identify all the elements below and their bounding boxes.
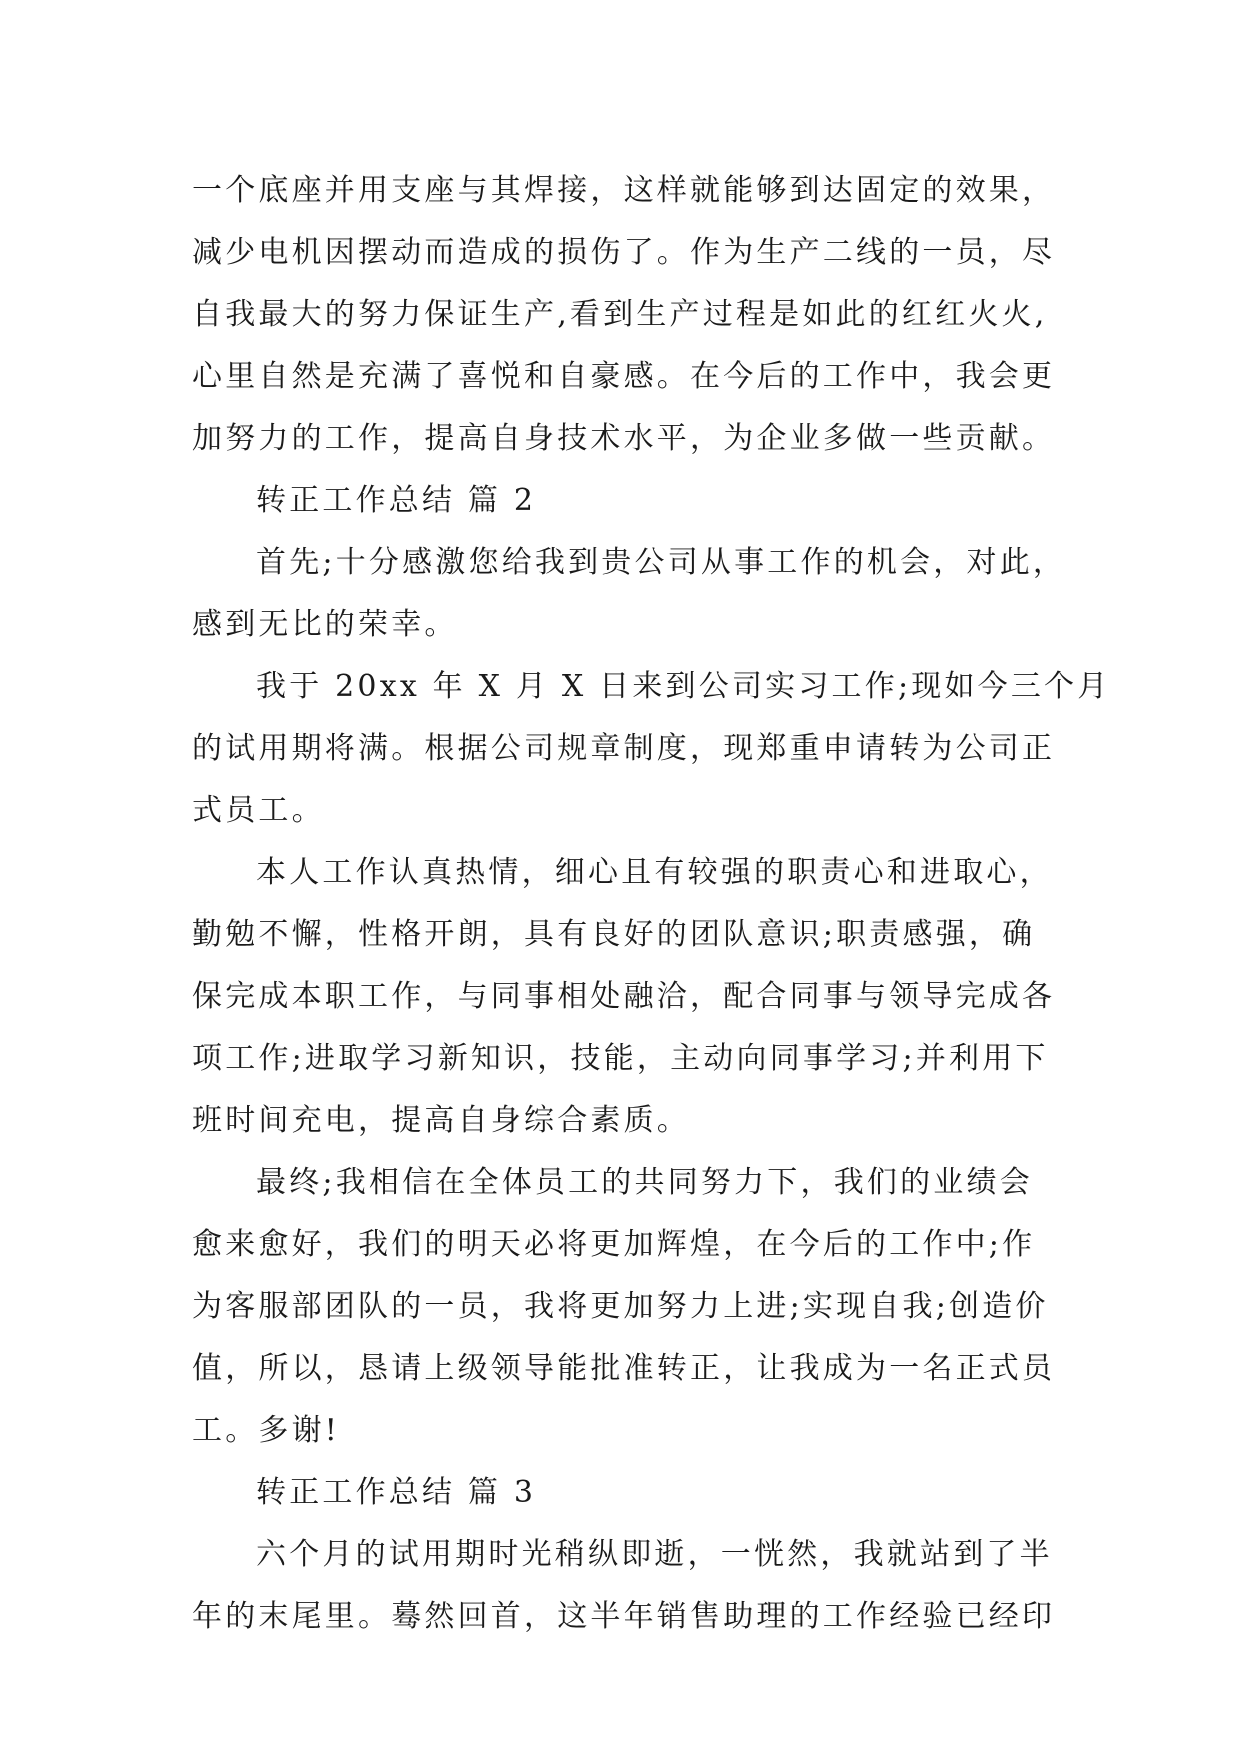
paragraph-line: 勤勉不懈，性格开朗，具有良好的团队意识;职责感强，确 (192, 917, 1036, 952)
paragraph-line: 感到无比的荣幸。 (192, 607, 458, 642)
paragraph-line: 最终;我相信在全体员工的共同努力下，我们的业绩会 (256, 1165, 1033, 1200)
paragraph-line: 工。多谢! (192, 1413, 341, 1448)
paragraph-line: 年的末尾里。蓦然回首，这半年销售助理的工作经验已经印 (192, 1599, 1056, 1634)
paragraph-line: 值，所以，恳请上级领导能批准转正，让我成为一名正式员 (192, 1351, 1056, 1386)
paragraph-line: 心里自然是充满了喜悦和自豪感。在今后的工作中，我会更 (192, 359, 1056, 394)
paragraph-line: 为客服部团队的一员，我将更加努力上进;实现自我;创造价 (192, 1289, 1049, 1324)
section-heading: 转正工作总结 篇 2 (256, 483, 537, 518)
paragraph-line: 自我最大的努力保证生产,看到生产过程是如此的红红火火, (192, 297, 1048, 332)
paragraph-line: 六个月的试用期时光稍纵即逝，一恍然，我就站到了半 (256, 1537, 1053, 1572)
paragraph-line: 加努力的工作，提高自身技术水平，为企业多做一些贡献。 (192, 421, 1056, 456)
paragraph-line: 减少电机因摆动而造成的损伤了。作为生产二线的一员，尽 (192, 235, 1056, 270)
paragraph-line: 保完成本职工作，与同事相处融洽，配合同事与领导完成各 (192, 979, 1056, 1014)
paragraph-line: 项工作;进取学习新知识，技能，主动向同事学习;并利用下 (192, 1041, 1049, 1076)
document-body (192, 160, 1111, 1648)
paragraph-line: 首先;十分感激您给我到贵公司从事工作的机会，对此， (256, 545, 1067, 580)
paragraph-line: 我于 20xx 年 X 月 X 日来到公司实习工作;现如今三个月 (256, 669, 1111, 704)
paragraph-line: 式员工。 (192, 793, 325, 828)
paragraph-line: 本人工作认真热情，细心且有较强的职责心和进取心， (256, 855, 1053, 890)
paragraph-line: 愈来愈好，我们的明天必将更加辉煌，在今后的工作中;作 (192, 1227, 1036, 1262)
paragraph-line: 一个底座并用支座与其焊接，这样就能够到达固定的效果， (192, 173, 1056, 208)
paragraph-line: 的试用期将满。根据公司规章制度，现郑重申请转为公司正 (192, 731, 1056, 766)
paragraph-line: 班时间充电，提高自身综合素质。 (192, 1103, 690, 1138)
section-heading: 转正工作总结 篇 3 (256, 1475, 537, 1510)
